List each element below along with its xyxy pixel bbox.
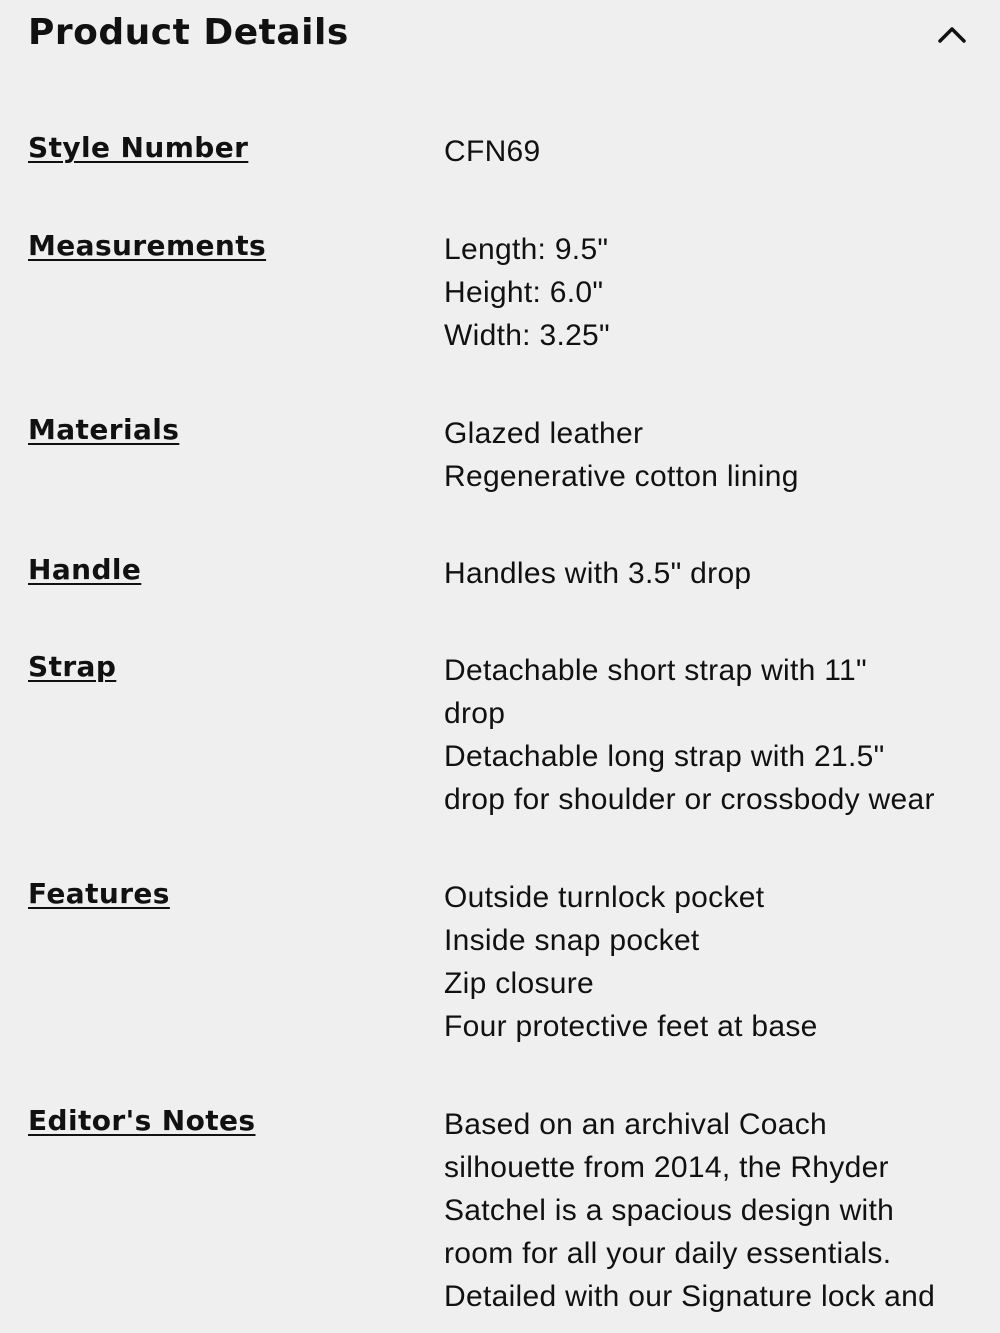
detail-value: Inside snap pocket — [444, 924, 700, 957]
page-title: Product Details — [28, 12, 349, 53]
detail-label: Editor's Notes — [28, 1104, 256, 1137]
detail-values — [444, 1103, 984, 1318]
detail-values — [444, 552, 984, 595]
detail-value: Regenerative cotton lining — [444, 460, 799, 493]
detail-value: Width: 3.25" — [444, 319, 610, 352]
detail-label: Materials — [28, 413, 180, 446]
detail-value: Four protective feet at base — [444, 1010, 818, 1043]
detail-value: Zip closure — [444, 967, 595, 1000]
detail-value: Outside turnlock pocket — [444, 881, 765, 914]
detail-label: Strap — [28, 650, 117, 683]
detail-value: Glazed leather — [444, 417, 644, 450]
detail-value: Based on an archival Coach — [444, 1108, 828, 1141]
section-header[interactable] — [28, 8, 972, 60]
detail-value: room for all your daily essentials. — [444, 1237, 892, 1270]
detail-value: Handles with 3.5" drop — [444, 557, 752, 590]
detail-values — [444, 649, 984, 821]
detail-value: drop for shoulder or crossbody wear — [444, 783, 935, 816]
detail-value: Length: 9.5" — [444, 233, 609, 266]
chevron-up-icon — [937, 24, 967, 44]
detail-value: Detailed with our Signature lock and — [444, 1280, 936, 1313]
detail-values — [444, 228, 984, 357]
detail-value: Detachable long strap with 21.5" — [444, 740, 885, 773]
detail-label: Measurements — [28, 229, 267, 262]
detail-value: silhouette from 2014, the Rhyder — [444, 1151, 889, 1184]
detail-value: Detachable short strap with 11" — [444, 654, 867, 687]
detail-value: Satchel is a spacious design with — [444, 1194, 895, 1227]
detail-values — [444, 130, 984, 173]
detail-values — [444, 412, 984, 498]
detail-value: Height: 6.0" — [444, 276, 604, 309]
detail-values — [444, 876, 984, 1048]
detail-label: Style Number — [28, 131, 249, 164]
collapse-button[interactable] — [932, 14, 972, 54]
detail-value: CFN69 — [444, 135, 541, 168]
detail-label: Handle — [28, 553, 142, 586]
detail-label: Features — [28, 877, 170, 910]
detail-value: drop — [444, 697, 506, 730]
